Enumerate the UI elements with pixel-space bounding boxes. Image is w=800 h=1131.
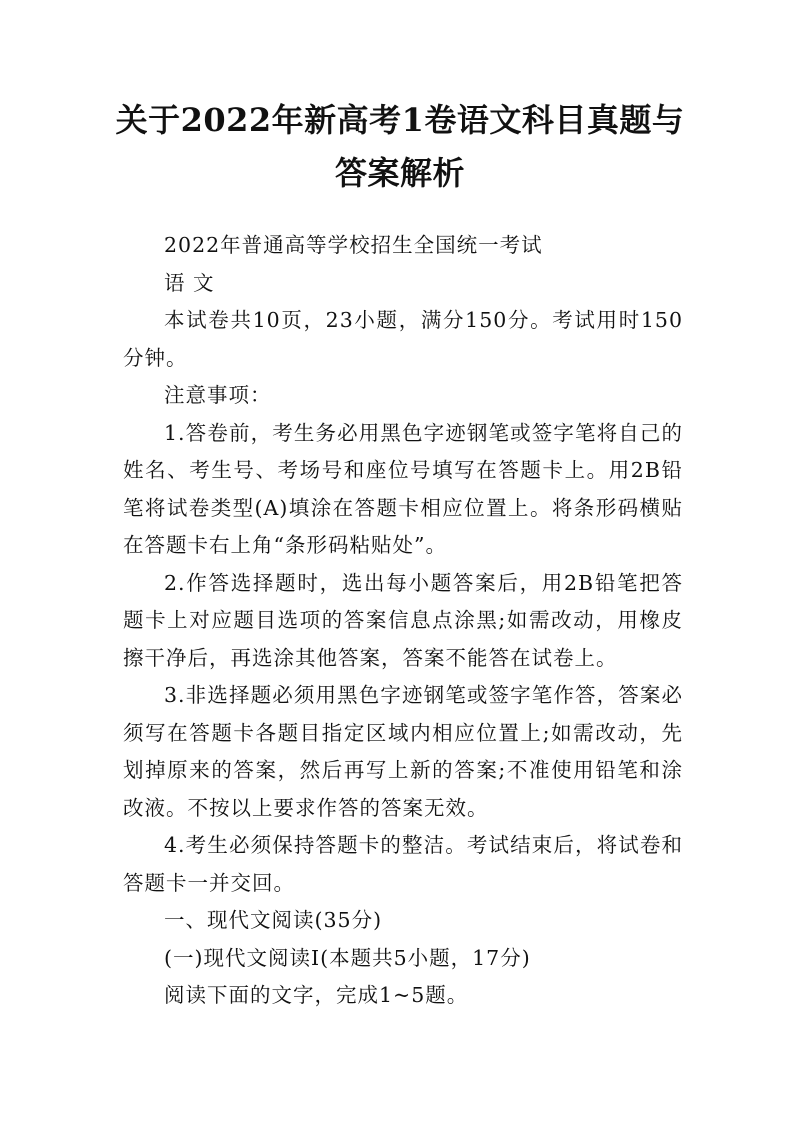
note-item-2: 2.作答选择题时，选出每小题答案后，用2B铅笔把答题卡上对应题目选项的答案信息点涂黑;如需改动，用橡皮擦干净后，再选涂其他答案，答案不能答在试卷上。 <box>123 570 683 670</box>
exam-name: 2022年普通高等学校招生全国统一考试 <box>164 233 543 257</box>
note-item-4: 4.考生必须保持答题卡的整洁。考试结束后，将试卷和答题卡一并交回。 <box>123 833 683 895</box>
note-item-3: 3.非选择题必须用黑色字迹钢笔或签字笔作答，答案必须写在答题卡各题目指定区域内相应位置上;如需改动，先划掉原来的答案，然后再写上新的答案;不准使用铅笔和涂改液。不按以上要求作答的答案无效。 <box>123 683 683 820</box>
note-item-1: 1.答卷前，考生务必用黑色字迹钢笔或签字笔将自己的姓名、考生号、考场号和座位号填写在答题卡上。用2B铅笔将试卷类型(A)填涂在答题卡相应位置上。将条形码横贴在答题卡右上角“条形码粘贴处”。 <box>123 420 683 557</box>
document-body <box>123 227 683 1015</box>
document-title: 关于2022年新高考1卷语文科目真题与答案解析 <box>115 101 685 192</box>
exam-overview: 本试卷共10页，23小题，满分150分。考试用时150分钟。 <box>123 308 683 370</box>
section-heading: 一、现代文阅读(35分) <box>164 908 383 932</box>
reading-instruction: 阅读下面的文字，完成1~5题。 <box>164 983 469 1007</box>
subsection-heading: (一)现代文阅读Ⅰ(本题共5小题，17分) <box>164 945 531 970</box>
subject-name: 语 文 <box>164 270 215 295</box>
notes-heading: 注意事项： <box>164 383 272 407</box>
